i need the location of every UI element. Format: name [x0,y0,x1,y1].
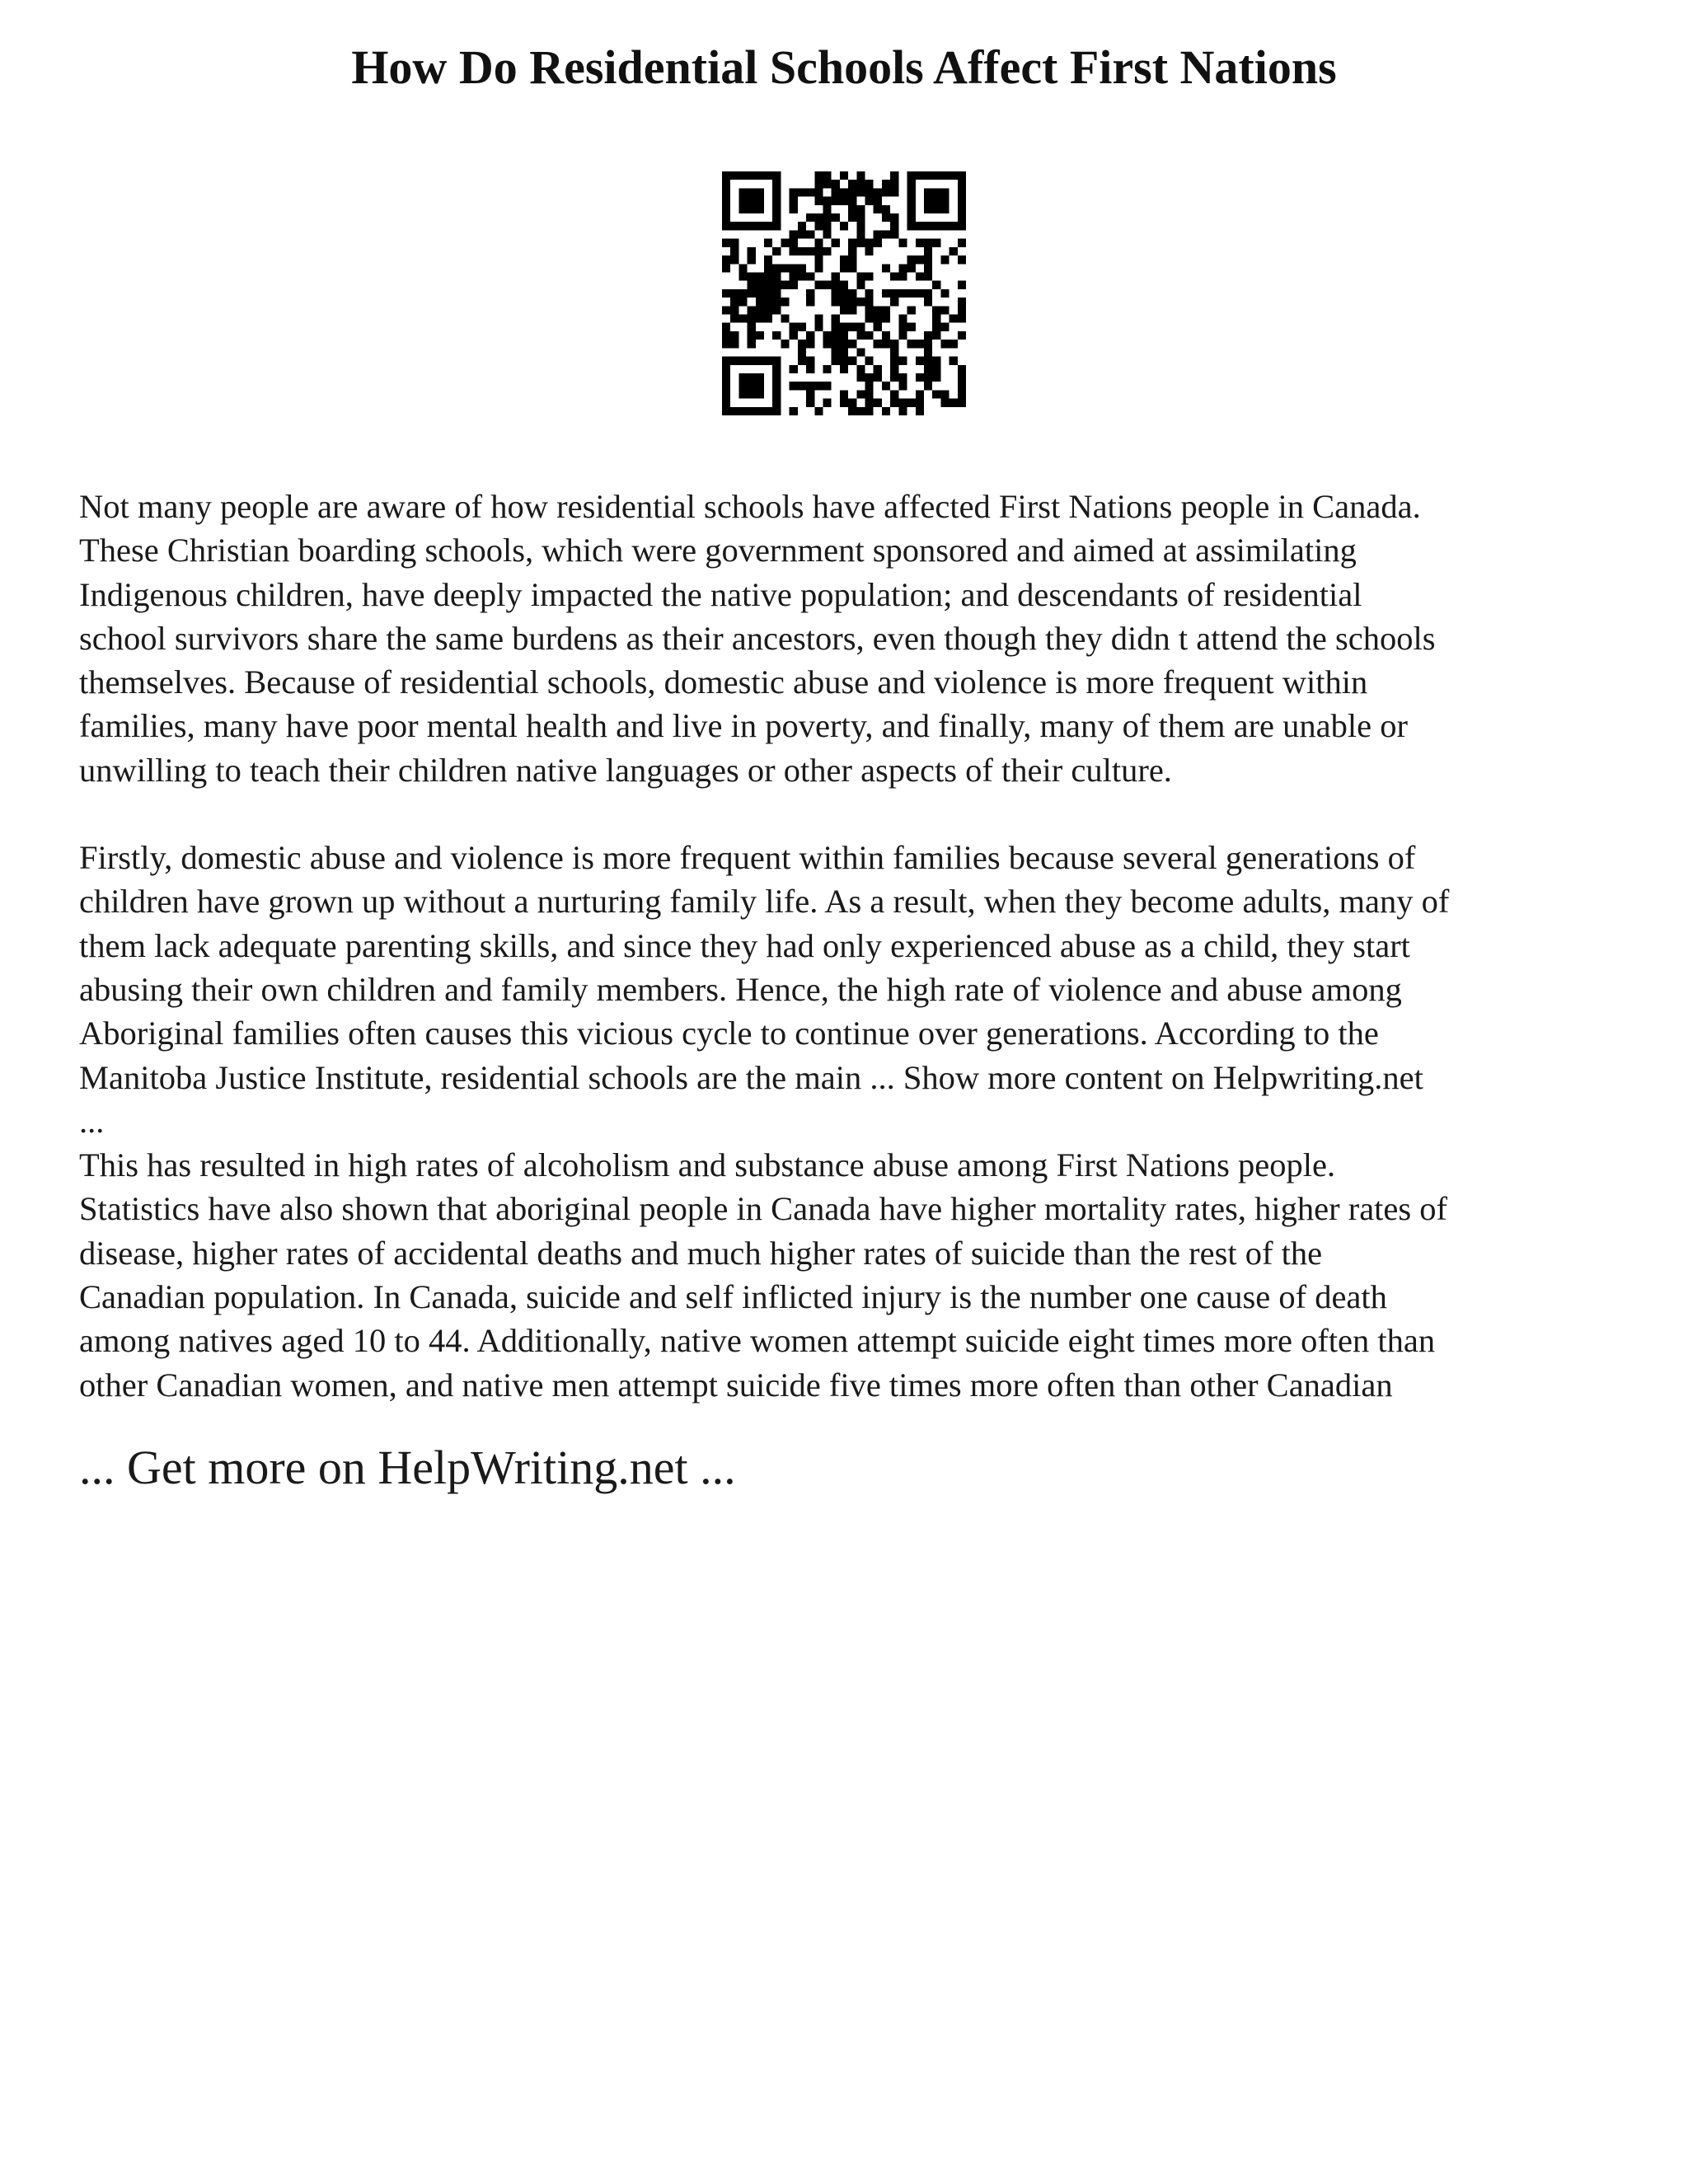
page-title: How Do Residential Schools Affect First Nations [351,40,1337,94]
paragraph-health: This has resulted in high rates of alcoholism and substance abuse among First Nations people. Statistics have also shown that aboriginal people in Canada have higher mortality rates, higher rates of disease, higher rates of accidental deaths and much higher rates of suicide than the rest of the Canadian population. In Canada, suicide and self inflicted injury is the number one cause of death among natives aged 10 to 44. Additionally, native women attempt suicide eight times more often than other Canadian women, and native men attempt suicide five times more often than other Canadian [79,1146,1448,1404]
paragraph-intro: Not many people are aware of how residential schools have affected First Nations people in Canada. These Christian boarding schools, which were government sponsored and aimed at assimilating Indigenous children, have deeply impacted the native population; and descendants of residential school survivors share the same burdens as their ancestors, even though they didn t attend the schools themselves. Because of residential schools, domestic abuse and violence is more frequent within families, many have poor mental health and live in poverty, and finally, many of them are unable or unwilling to teach their children native languages or other aspects of their culture. [79,488,1436,789]
qr-code-icon [722,171,966,415]
body-text [79,485,1645,1407]
get-more-link[interactable]: ... Get more on HelpWriting.net ... [79,1441,736,1494]
paragraph-domestic-abuse: Firstly, domestic abuse and violence is more frequent within families because several generations of children have grown up without a nurturing family life. As a result, when they become adults, many of them lack adequate parenting skills, and since they had only experienced abuse as a child, they start abusing their own children and family members. Hence, the high rate of violence and abuse among Aboriginal families often causes this vicious cycle to continue over generations. According to the Manitoba Justice Institute, residential schools are the main ... Show more content on Helpwriting.net ... [79,839,1450,1140]
